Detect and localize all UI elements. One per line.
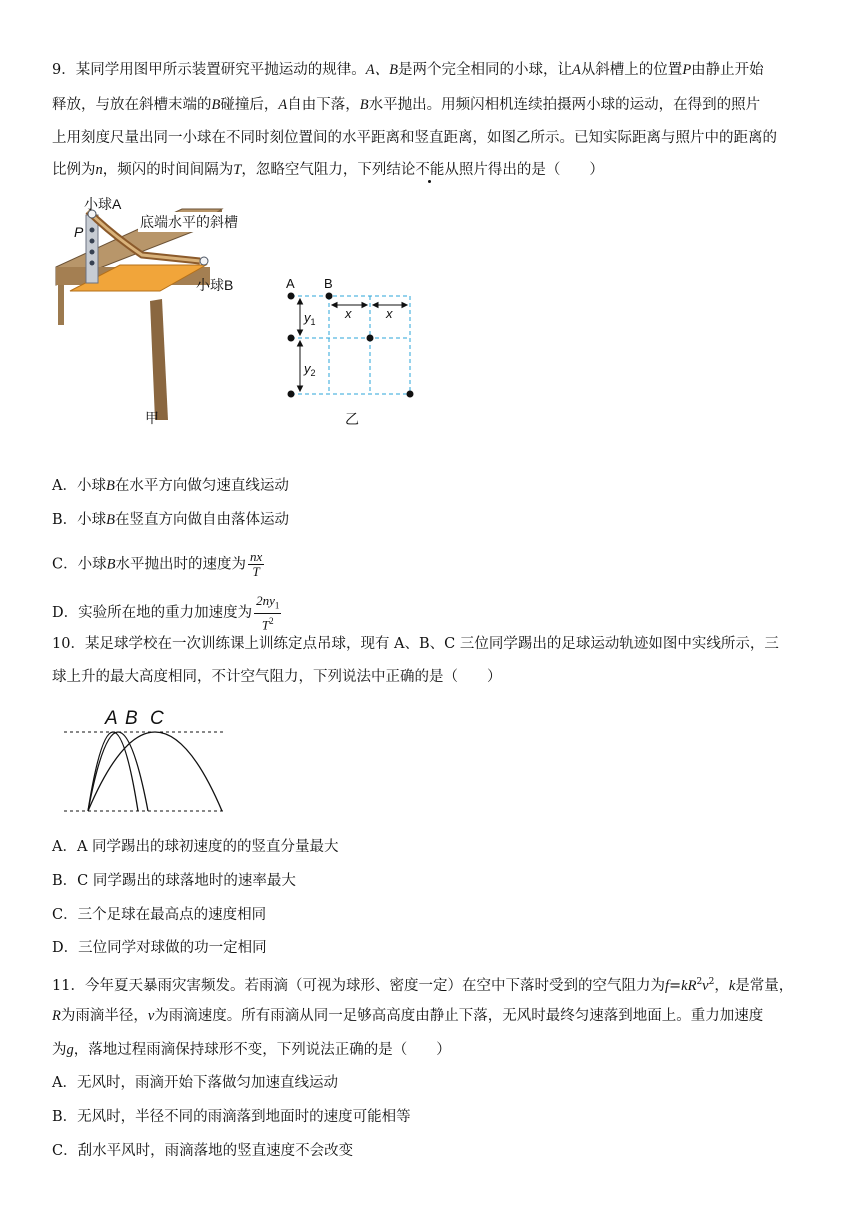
table-leg-left <box>58 285 64 325</box>
q9-stem-line-1: 9．某同学用图甲所示装置研究平抛运动的规律。A、B是两个完全相同的小球，让A从斜槽上的位置P由静止开始 <box>52 62 764 78</box>
emphasis-not: 不能 <box>415 162 445 178</box>
q9-option-c: C．小球B水平抛出时的速度为 $\frac{nx}{T}$ <box>52 549 263 579</box>
trajectory-b <box>88 732 148 811</box>
q9-stem-line-2: 释放，与放在斜槽末端的B碰撞后，A自由下落，B水平抛出。用频闪相机连续拍摄两小球的运动，在得到的照片 <box>52 97 761 113</box>
q11-option-c: C．刮水平风时，雨滴落地的竖直速度不会改变 <box>52 1143 354 1159</box>
dot-b-2 <box>367 335 374 342</box>
figure-yi-trajectory <box>276 272 426 432</box>
figure-jia-apparatus <box>50 195 280 435</box>
q9-option-d: D．实验所在地的重力加速度为 $\frac{2ny_1}{T^2}$ <box>52 593 280 632</box>
q10-option-a: A．A 同学踢出的球初速度的的竖直分量最大 <box>52 839 339 855</box>
yi-label-x1: x <box>345 306 352 321</box>
q9-option-b: B．小球B在竖直方向做自由落体运动 <box>52 512 290 528</box>
dot-a-2 <box>288 335 295 342</box>
q10-option-d: D．三位同学对球做的功一定相同 <box>52 940 267 956</box>
ball-b-mark <box>200 257 208 265</box>
dot-a-1 <box>288 293 295 300</box>
fraction-2ny1-over-t2: $\frac{2ny_1}{T^2}$ <box>256 593 280 632</box>
yi-label-x2: x <box>386 306 393 321</box>
yi-label-y2: $y_2$ <box>304 361 316 378</box>
label-chute: 底端水平的斜槽 <box>140 214 238 230</box>
q11-option-b: B．无风时，半径不同的雨滴落到地面时的速度可能相等 <box>52 1109 411 1125</box>
label-p: P <box>74 224 84 240</box>
yi-label-y1: $y_1$ <box>304 310 316 327</box>
traj-label-c: C <box>150 708 164 729</box>
q11-option-a: A．无风时，雨滴开始下落做匀加速直线运动 <box>52 1075 338 1091</box>
q11-stem-line-2: R为雨滴半径，v为雨滴速度。所有雨滴从同一足够高高度由静止下落，无风时最终匀速落到地面上。重力加速度 <box>52 1008 764 1024</box>
q9-option-a: A．小球B在水平方向做匀速直线运动 <box>52 478 289 494</box>
post <box>86 215 98 283</box>
dot-a-3 <box>288 391 295 398</box>
label-ball-b: 小球B <box>196 277 234 293</box>
traj-label-a: A <box>105 708 118 729</box>
dot-b-3 <box>407 391 414 398</box>
q11-stem-line-1: 11．今年夏天暴雨灾害频发。若雨滴（可视为球形、密度一定）在空中下落时受到的空气阻力为$f=kR^2v^2$，k是常量， <box>52 977 794 994</box>
traj-label-b: B <box>125 708 138 729</box>
yi-label-a: A <box>286 276 295 291</box>
caption-jia: 甲 <box>145 410 159 426</box>
figure-ball-trajectories <box>60 702 235 817</box>
q10-stem-line-1: 10．某足球学校在一次训练课上训练定点吊球，现有 A、B、C 三位同学踢出的足球运动轨迹如图中实线所示，三 <box>52 636 779 652</box>
q9-stem-line-4: 比例为n，频闪的时间间隔为T，忽略空气阻力，下列结论不能从照片得出的是（ ） <box>52 162 604 178</box>
q11-stem-line-3: 为g，落地过程雨滴保持球形不变，下列说法正确的是（ ） <box>52 1042 451 1058</box>
q10-stem-line-2: 球上升的最大高度相同，不计空气阻力，下列说法中正确的是（ ） <box>52 669 502 685</box>
table-leg-right <box>150 299 168 420</box>
q10-option-c: C．三个足球在最高点的速度相同 <box>52 907 267 923</box>
q9-stem-line-3: 上用刻度尺量出同一小球在不同时刻位置间的水平距离和竖直距离，如图乙所示。已知实际距离与照片中的距离的 <box>52 130 777 146</box>
q10-option-b: B．C 同学踢出的球落地时的速率最大 <box>52 873 296 889</box>
caption-yi: 乙 <box>345 411 359 427</box>
trajectory-c <box>88 732 222 811</box>
fraction-nx-over-t: $\frac{nx}{T}$ <box>249 549 263 579</box>
trajectory-a <box>88 732 138 811</box>
label-ball-a: 小球A <box>84 196 122 212</box>
yi-label-b: B <box>324 276 333 291</box>
dot-b-1 <box>326 293 333 300</box>
